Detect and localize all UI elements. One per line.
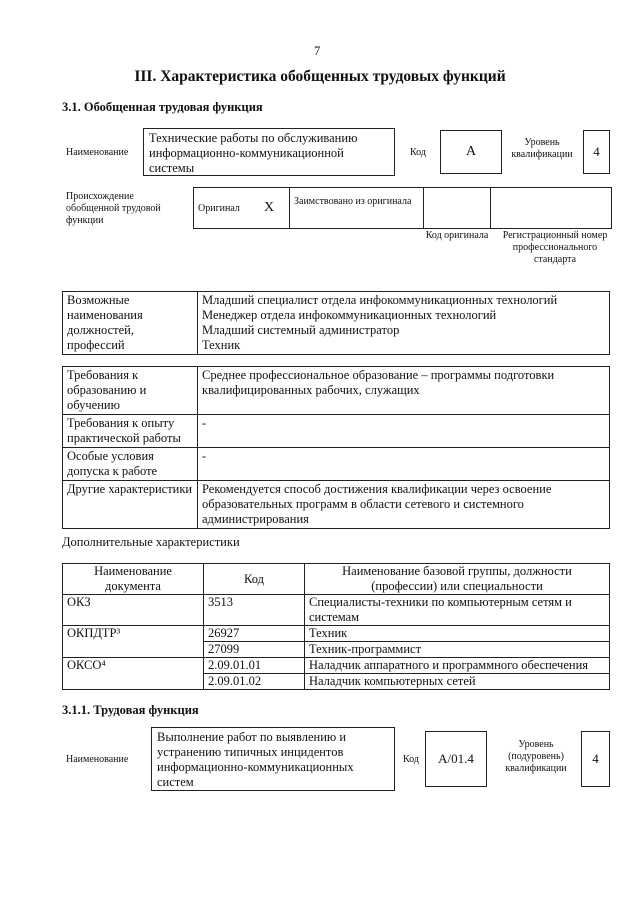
original-mark: X: [264, 200, 275, 215]
req-education-value: Среднее профессиональное образование – программы подготовки квалифицированных рабочих, служащих: [198, 367, 610, 415]
req-education-label: Требования к образованию и обучению: [63, 367, 198, 415]
origin-divider: [423, 187, 424, 229]
col-doc-header: Наименование документа: [63, 564, 204, 595]
table-row-code: 2.09.01.01: [204, 658, 305, 674]
section-title: III. Характеристика обобщенных трудовых функций: [134, 68, 506, 85]
req-admission-label: Особые условия допуска к работе: [63, 448, 198, 481]
original-label: Оригинал: [198, 203, 240, 214]
tf-level-value: 4: [581, 731, 610, 787]
table-row-doc: ОКСО⁴: [63, 658, 204, 674]
table-row-doc: ОКПДТР³: [63, 626, 204, 642]
table-row-code: 27099: [204, 642, 305, 658]
positions-list: [198, 292, 610, 355]
col-name-header: Наименование базовой группы, должности (профессии) или специальности: [305, 564, 610, 595]
table-row-name: Техник: [305, 626, 610, 642]
tf-level-label: Уровень (подуровень) квалификации: [505, 739, 567, 774]
position-item: Менеджер отдела инфокоммуникационных технологий: [202, 308, 497, 322]
table-row-doc: [63, 642, 204, 658]
borrowed-label: Заимствовано из оригинала: [294, 196, 412, 207]
gtf-name-value: Технические работы по обслуживанию информационно-коммуникационной системы: [143, 128, 395, 176]
origin-table: [193, 187, 612, 229]
tf-code-label: Код: [403, 754, 419, 765]
additional-table: [62, 563, 610, 690]
table-row-name: Специалисты-техники по компьютерным сетям и системам: [305, 595, 610, 626]
table-row-doc: [63, 674, 204, 690]
positions-table: [62, 291, 610, 355]
gtf-origin-label: Происхождение обобщенной трудовой функции: [66, 191, 161, 226]
additional-heading: Дополнительные характеристики: [62, 535, 240, 549]
page-number: 7: [314, 44, 321, 58]
gtf-level-label: Уровень квалификации: [511, 137, 573, 160]
req-experience-value: -: [198, 415, 610, 448]
col-code-header: Код: [204, 564, 305, 595]
gtf-code-label: Код: [410, 147, 426, 158]
table-row-code: 3513: [204, 595, 305, 626]
origin-divider: [490, 187, 491, 229]
positions-label: Возможные наименования должностей, профессий: [63, 292, 198, 355]
table-row-name: Наладчик аппаратного и программного обеспечения: [305, 658, 610, 674]
requirements-table: [62, 366, 610, 529]
tf-name-value: Выполнение работ по выявлению и устранению типичных инцидентов информационно-коммуникационных систем: [151, 727, 395, 791]
table-row-doc: ОКЗ: [63, 595, 204, 626]
req-other-label: Другие характеристики: [63, 481, 198, 529]
origin-divider: [289, 187, 290, 229]
table-row-name: Техник-программист: [305, 642, 610, 658]
position-item: Младший специалист отдела инфокоммуникационных технологий: [202, 293, 558, 307]
req-experience-label: Требования к опыту практической работы: [63, 415, 198, 448]
gtf-level-value: 4: [583, 130, 610, 174]
req-admission-value: -: [198, 448, 610, 481]
tf-name-label: Наименование: [66, 754, 129, 765]
gtf-heading: 3.1. Обобщенная трудовая функция: [62, 100, 263, 114]
tf-heading: 3.1.1. Трудовая функция: [62, 703, 199, 717]
tf-code-value: A/01.4: [425, 731, 487, 787]
reg-number-caption: Регистрационный номер профессионального стандарта: [502, 230, 608, 265]
origin-code-caption: Код оригинала: [425, 230, 489, 241]
position-item: Младший системный администратор: [202, 323, 400, 337]
gtf-code-value: A: [440, 130, 502, 174]
table-row-code: 2.09.01.02: [204, 674, 305, 690]
req-other-value: Рекомендуется способ достижения квалификации через освоение образовательных программ в области сетевого и системного администрирования: [198, 481, 610, 529]
table-row-code: 26927: [204, 626, 305, 642]
position-item: Техник: [202, 338, 241, 352]
table-row-name: Наладчик компьютерных сетей: [305, 674, 610, 690]
gtf-name-label: Наименование: [66, 147, 129, 158]
